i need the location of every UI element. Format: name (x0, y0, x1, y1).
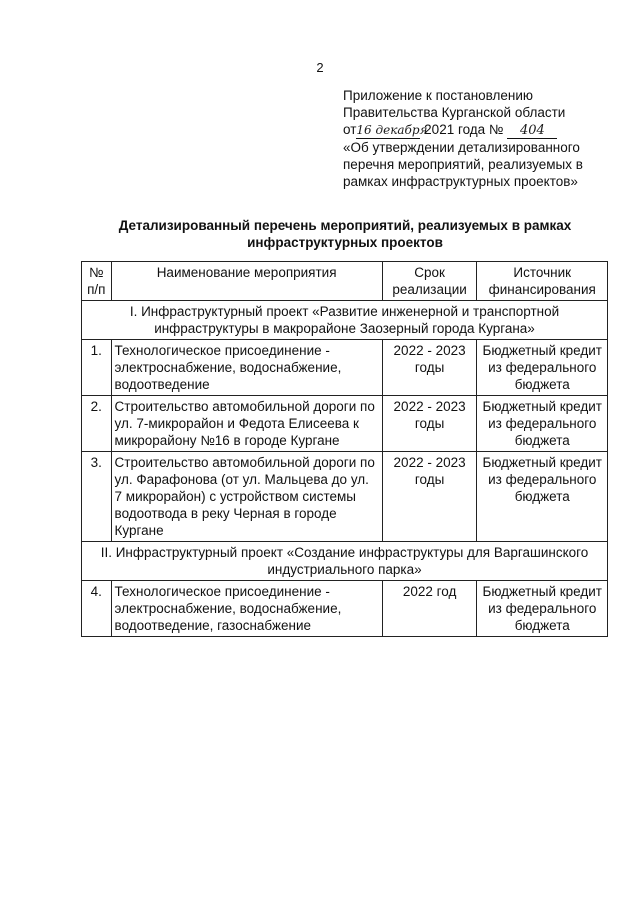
row-source: Бюджетный кредит из федерального бюджета (477, 452, 608, 542)
row-name: Строительство автомобильной дороги по ул. 7-микрорайон и Федота Елисеева к микрорайону №16 в городе Кургане (111, 396, 382, 452)
measures-table (81, 261, 608, 637)
section-title-1: I. Инфраструктурный проект «Развитие инженерной и транспортной инфраструктуры в макрорайоне Заозерный города Кургана» (82, 301, 608, 340)
row-term: 2022 - 2023 годы (382, 340, 477, 396)
page-number: 2 (316, 60, 324, 75)
table-row (82, 452, 608, 542)
appendix-date-line (343, 121, 623, 139)
appendix-line-4: «Об утверждении детализированного (343, 140, 580, 155)
row-name: Технологическое присоединение - электроснабжение, водоснабжение, водоотведение, газоснабжение (111, 581, 382, 637)
appendix-header (343, 87, 623, 190)
row-source: Бюджетный кредит из федерального бюджета (477, 396, 608, 452)
row-source: Бюджетный кредит из федерального бюджета (477, 340, 608, 396)
table-header-row (82, 262, 608, 301)
section-row-1 (82, 301, 608, 340)
title-line-2: инфраструктурных проектов (247, 235, 443, 250)
row-num: 4. (82, 581, 112, 637)
date-prefix: от (343, 122, 357, 137)
document-title (80, 217, 610, 251)
row-num: 2. (82, 396, 112, 452)
header-name: Наименование мероприятия (111, 262, 382, 301)
row-term: 2022 год (382, 581, 477, 637)
row-num: 1. (82, 340, 112, 396)
table-row (82, 340, 608, 396)
appendix-line-6: рамках инфраструктурных проектов» (343, 174, 578, 189)
handwritten-number: 404 (507, 123, 557, 139)
appendix-line-1: Приложение к постановлению (343, 88, 534, 103)
row-term: 2022 - 2023 годы (382, 452, 477, 542)
row-term: 2022 - 2023 годы (382, 396, 477, 452)
header-term: Срок реализации (382, 262, 477, 301)
table-row (82, 396, 608, 452)
row-name: Строительство автомобильной дороги по ул. Фарафонова (от ул. Мальцева до ул. 7 микрорайон) с устройством системы водоотвода в реку Черная в городе Кургане (111, 452, 382, 542)
title-line-1: Детализированный перечень мероприятий, реализуемых в рамках (118, 218, 572, 233)
row-source: Бюджетный кредит из федерального бюджета (477, 581, 608, 637)
section-title-2: II. Инфраструктурный проект «Создание инфраструктуры для Варгашинского индустриального парка» (82, 542, 608, 581)
appendix-line-5: перечня мероприятий, реализуемых в (343, 157, 583, 172)
section-row-2 (82, 542, 608, 581)
row-num: 3. (82, 452, 112, 542)
header-source: Источник финансирования (477, 262, 608, 301)
appendix-line-2: Правительства Курганской области (343, 105, 566, 120)
row-name: Технологическое присоединение - электроснабжение, водоснабжение, водоотведение (111, 340, 382, 396)
handwritten-date: 16 декабря (356, 123, 428, 137)
table-row (82, 581, 608, 637)
header-num: № п/п (82, 262, 112, 301)
year-text: 2021 года № (424, 122, 504, 137)
